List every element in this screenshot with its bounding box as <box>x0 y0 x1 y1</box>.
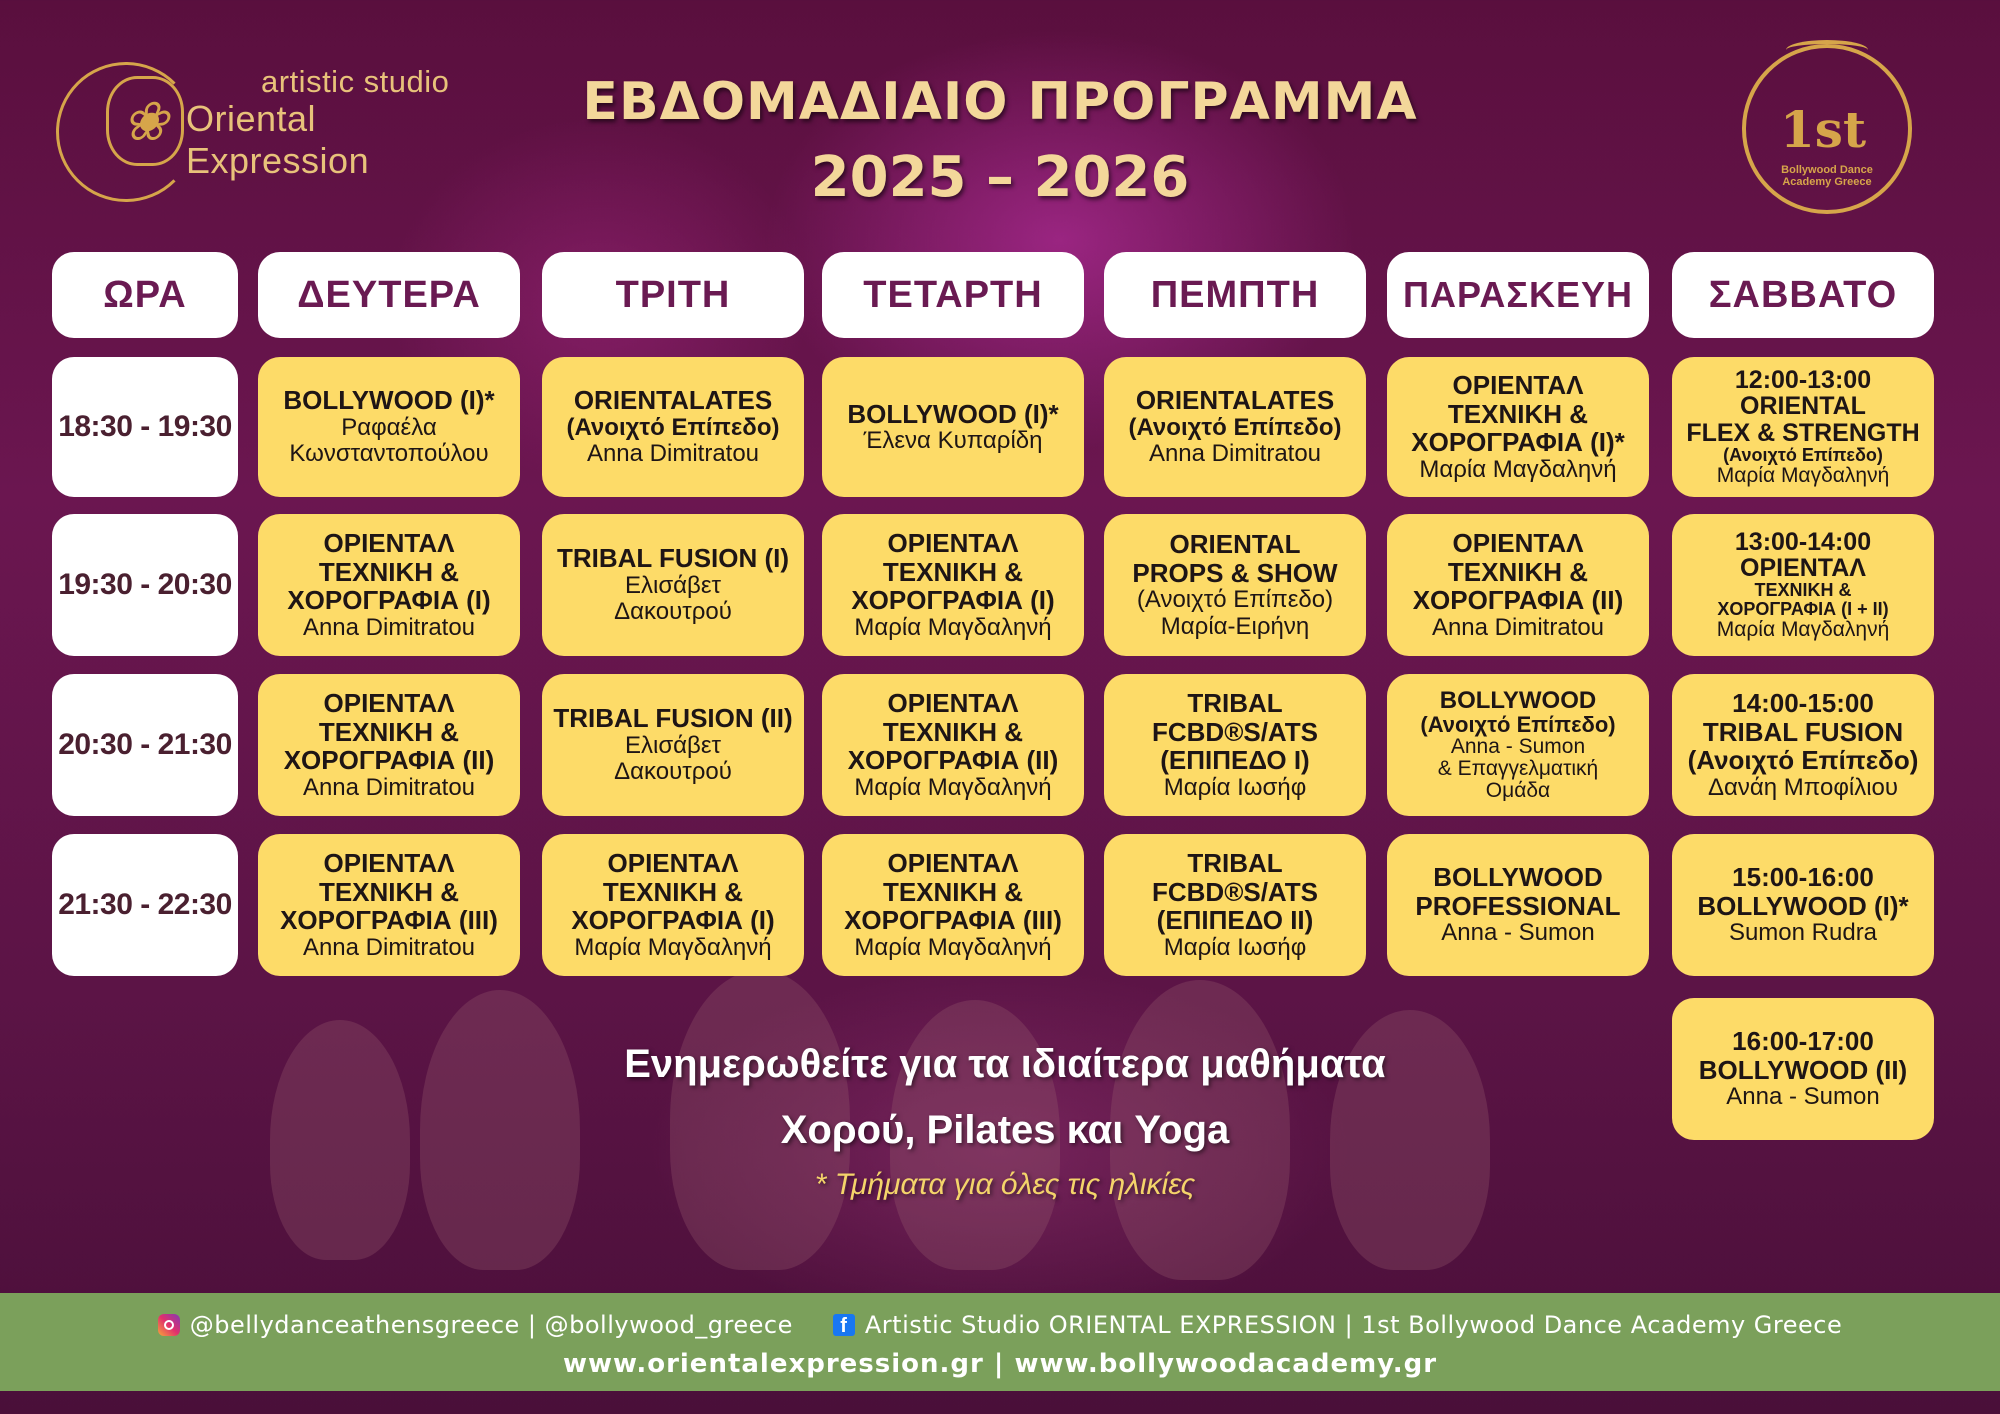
class-wednesday-2[interactable] <box>822 514 1084 656</box>
class-thursday-2[interactable] <box>1104 514 1366 656</box>
class-teacher: Anna - Sumon <box>1450 735 1586 759</box>
class-teacher: Μαρία-Ειρήνη <box>1160 612 1310 640</box>
class-name: ΟΡΙΕΝΤΑΛ ΤΕΧΝΙΚΗ & ΧΟΡΟΓΡΑΦΙΑ (I) <box>851 527 1055 616</box>
class-friday-4[interactable] <box>1387 834 1649 976</box>
class-saturday-4[interactable] <box>1672 834 1934 976</box>
class-monday-2[interactable] <box>258 514 520 656</box>
note-dance-pilates-yoga: Χορού, Pilates και Yoga <box>780 1108 1230 1152</box>
crown-icon <box>1786 40 1868 60</box>
instagram-icon <box>158 1314 180 1336</box>
class-name: ΟΡΙΕΝΤΑΛ ΤΕΧΝΙΚΗ & ΧΟΡΟΓΡΑΦΙΑ (I) <box>571 847 775 936</box>
class-name: TRIBAL FUSION (II) <box>553 703 793 734</box>
header-monday: ΔΕΥΤΕΡΑ <box>258 252 520 338</box>
class-teacher: Anna - Sumon <box>1441 919 1595 947</box>
class-wednesday-4[interactable] <box>822 834 1084 976</box>
class-name: BOLLYWOOD (I)* <box>847 398 1059 429</box>
class-name: ΟΡΙΕΝΤΑΛ ΤΕΧΝΙΚΗ & ΧΟΡΟΓΡΑΦΙΑ (III) <box>844 847 1062 936</box>
class-saturday-1[interactable] <box>1672 357 1934 497</box>
logo-left-line2: Oriental Expression <box>186 98 370 181</box>
time-slot-4: 21:30 - 22:30 <box>52 834 238 976</box>
footer-social-row <box>0 1311 2000 1339</box>
class-teacher: Anna Dimitratou <box>302 933 476 961</box>
time-slot-1: 18:30 - 19:30 <box>52 357 238 497</box>
header-wednesday: ΤΕΤΑΡΤΗ <box>822 252 1084 338</box>
class-friday-1[interactable] <box>1387 357 1649 497</box>
class-monday-1[interactable] <box>258 357 520 497</box>
class-name: ΟΡΙΕΝΤΑΛ ΤΕΧΝΙΚΗ & ΧΟΡΟΓΡΑΦΙΑ (III) <box>280 847 498 936</box>
class-teacher: Μαρία Μαγδαληνή <box>854 773 1052 801</box>
class-name: ΟΡΙΕΝΤΑΛ ΤΕΧΝΙΚΗ & ΧΟΡΟΓΡΑΦΙΑ (II) <box>1412 527 1624 616</box>
class-time: 12:00-13:00 <box>1734 366 1872 395</box>
class-teacher: Μαρία Ιωσήφ <box>1163 933 1307 961</box>
class-teacher: Μαρία Μαγδαληνή <box>574 933 772 961</box>
class-friday-2[interactable] <box>1387 514 1649 656</box>
class-saturday-3[interactable] <box>1672 674 1934 816</box>
class-level: (Ανοιχτό Επίπεδο) <box>1128 413 1342 441</box>
class-time: 13:00-14:00 <box>1734 527 1872 556</box>
class-name: ORIENTALATES <box>1135 385 1335 416</box>
class-monday-3[interactable] <box>258 674 520 816</box>
class-teacher: Sumon Rudra <box>1728 919 1878 947</box>
class-tuesday-1[interactable] <box>542 357 804 497</box>
class-teacher: Δανάη Μποφίλιου <box>1707 773 1899 801</box>
class-teacher: Anna Dimitratou <box>302 773 476 801</box>
note-private-lessons: Ενημερωθείτε για τα ιδιαίτερα μαθήματα <box>624 1042 1386 1086</box>
note-all-ages: * Τμήματα για όλες τις ηλικίες <box>814 1168 1196 1201</box>
class-teacher: Ελισάβετ Δακουτρού <box>614 731 732 786</box>
class-teacher: Anna Dimitratou <box>586 440 760 468</box>
class-name: ΟΡΙΕΝΤΑΛ <box>1740 554 1866 583</box>
class-level: ΤΕΧΝΙΚΗ & ΧΟΡΟΓΡΑΦΙΑ (I + II) <box>1717 580 1889 620</box>
header-saturday: ΣΑΒΒΑΤΟ <box>1672 252 1934 338</box>
class-name: TRIBAL FCBD®S/ATS (ΕΠΙΠΕΔΟ II) <box>1151 847 1318 936</box>
class-level: (Ανοιχτό Επίπεδο) <box>1723 444 1883 465</box>
class-name: ΟΡΙΕΝΤΑΛ ΤΕΧΝΙΚΗ & ΧΟΡΟΓΡΑΦΙΑ (II) <box>847 687 1059 776</box>
class-teacher: Μαρία Μαγδαληνή <box>1716 463 1890 487</box>
class-teacher: Anna Dimitratou <box>1148 440 1322 468</box>
class-teacher: Μαρία Μαγδαληνή <box>854 613 1052 641</box>
class-name: ΟΡΙΕΝΤΑΛ ΤΕΧΝΙΚΗ & ΧΟΡΟΓΡΑΦΙΑ (I)* <box>1411 369 1625 458</box>
header-friday: ΠΑΡΑΣΚΕΥΗ <box>1387 252 1649 338</box>
class-level: (Ανοιχτό Επίπεδο) <box>1136 586 1334 614</box>
class-name: BOLLYWOOD <box>1439 686 1597 714</box>
class-time: 15:00-16:00 <box>1732 862 1874 893</box>
logo-emblem-icon: ❀ <box>106 76 184 166</box>
class-thursday-1[interactable] <box>1104 357 1366 497</box>
header-time: ΩΡΑ <box>52 252 238 338</box>
class-wednesday-1[interactable] <box>822 357 1084 497</box>
logo-right-sub: Bollywood Dance Academy Greece <box>1781 164 1873 188</box>
class-name: BOLLYWOOD (II) <box>1698 1054 1908 1085</box>
bollywood-academy-logo <box>1742 44 1912 214</box>
class-name: BOLLYWOOD (I)* <box>1697 890 1909 921</box>
class-thursday-3[interactable] <box>1104 674 1366 816</box>
logo-left-line1: artistic studio <box>261 64 450 99</box>
footer-bar <box>0 1293 2000 1391</box>
class-tuesday-2[interactable] <box>542 514 804 656</box>
logo-right-main: 1st <box>1780 100 1867 159</box>
class-name: TRIBAL FUSION <box>1702 716 1904 747</box>
class-teacher: Anna - Sumon <box>1726 1083 1880 1111</box>
time-slot-2: 19:30 - 20:30 <box>52 514 238 656</box>
header-thursday: ΠΕΜΠΤΗ <box>1104 252 1366 338</box>
class-monday-4[interactable] <box>258 834 520 976</box>
page-title: ΕΒΔΟΜΑΔΙΑΙΟ ΠΡΟΓΡΑΜΜΑ <box>582 72 1418 132</box>
class-name: ΟΡΙΕΝΤΑΛ ΤΕΧΝΙΚΗ & ΧΟΡΟΓΡΑΦΙΑ (II) <box>283 687 495 776</box>
class-teacher: Ελισάβετ Δακουτρού <box>614 571 732 626</box>
class-level: (Ανοιχτό Επίπεδο) <box>566 413 780 441</box>
class-teacher: Anna Dimitratou <box>302 613 476 641</box>
class-teacher: Μαρία Μαγδαληνή <box>1419 455 1617 483</box>
class-time: 16:00-17:00 <box>1732 1026 1874 1057</box>
class-saturday-2[interactable] <box>1672 514 1934 656</box>
class-thursday-4[interactable] <box>1104 834 1366 976</box>
class-name: BOLLYWOOD PROFESSIONAL <box>1415 862 1621 921</box>
class-name: TRIBAL FUSION (I) <box>556 543 790 574</box>
class-name: ORIENTAL PROPS & SHOW <box>1132 529 1338 588</box>
class-tuesday-3[interactable] <box>542 674 804 816</box>
facebook-pages[interactable]: Artistic Studio ORIENTAL EXPRESSION | 1st Bollywood Dance Academy Greece <box>864 1311 1843 1339</box>
header-tuesday: ΤΡΙΤΗ <box>542 252 804 338</box>
class-teacher: Anna Dimitratou <box>1431 613 1605 641</box>
class-name: BOLLYWOOD (I)* <box>283 385 495 416</box>
class-time: 14:00-15:00 <box>1732 687 1874 718</box>
class-extra: & Επαγγελματική Ομάδα <box>1437 757 1599 803</box>
class-teacher: Έλενα Κυπαρίδη <box>863 427 1043 455</box>
class-wednesday-3[interactable] <box>822 674 1084 816</box>
class-teacher: Μαρία Μαγδαληνή <box>1716 618 1890 642</box>
class-name: ORIENTALATES <box>573 385 773 416</box>
class-name: ΟΡΙΕΝΤΑΛ ΤΕΧΝΙΚΗ & ΧΟΡΟΓΡΑΦΙΑ (I) <box>287 527 491 616</box>
time-slot-3: 20:30 - 21:30 <box>52 674 238 816</box>
class-name: TRIBAL FCBD®S/ATS (ΕΠΙΠΕΔΟ I) <box>1151 687 1318 776</box>
footer-websites[interactable]: www.orientalexpression.gr | www.bollywoodacademy.gr <box>562 1349 1438 1379</box>
class-teacher: Μαρία Ιωσήφ <box>1163 773 1307 801</box>
class-tuesday-4[interactable] <box>542 834 804 976</box>
facebook-icon: f <box>833 1314 855 1336</box>
class-teacher: Μαρία Μαγδαληνή <box>854 933 1052 961</box>
class-level: (Ανοιχτό Επίπεδο) <box>1420 711 1616 737</box>
class-teacher: Ραφαέλα Κωνσταντοπούλου <box>289 413 489 468</box>
class-name: ORIENTAL FLEX & STRENGTH <box>1686 392 1920 447</box>
class-level: (Ανοιχτό Επίπεδο) <box>1687 745 1919 776</box>
page-subtitle-years: 2025 – 2026 <box>810 145 1190 210</box>
class-friday-3[interactable] <box>1387 674 1649 816</box>
instagram-handles[interactable]: @bellydanceathensgreece | @bollywood_greece <box>189 1311 793 1339</box>
